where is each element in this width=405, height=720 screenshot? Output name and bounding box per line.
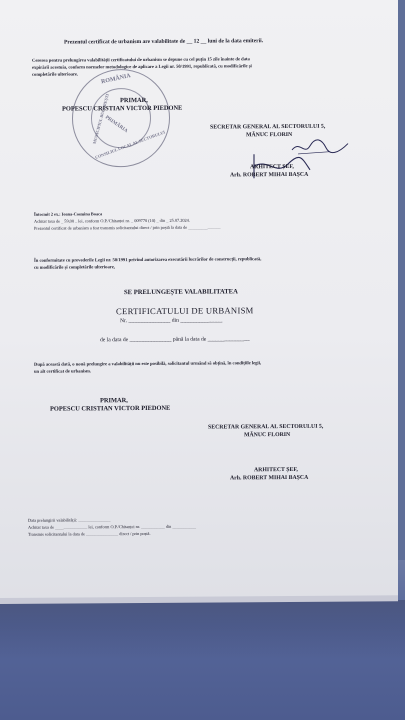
nr-din-line: Nr. _______________ din _______________ (120, 317, 223, 325)
stamp-text-2: PRIMĂRIA (103, 115, 129, 135)
stamp-text-3: MUNICIPIUL BUCUREȘTI (91, 93, 110, 145)
transmis-line: Prezentul certificat de urbanism a fost transmis solicitantului direct / prin poștă la data de _______________ (34, 224, 221, 231)
date-range-line: de la data de _______________ până la data de _______________ (100, 336, 250, 344)
stamp-text-4: CONSILIUL LOCAL AL SECTORULUI (94, 129, 166, 160)
certificat-title: CERTIFICATULUI DE URBANISM (116, 305, 254, 317)
prolongation-para-line-2: expirării acestuia, conform normelor metodologice de aplicare a Legii nr. 50/1991, republicată, cu modificările și (32, 63, 252, 70)
secretar-title-top: SECRETAR GENERAL AL SECTORULUI 5, (210, 123, 326, 131)
footer-line-1: Data prelungirii valabilității: _______________ (28, 517, 111, 523)
intocmit-line: Întocmit 2 ex.: Ioana-Cosmina Boaca (34, 211, 103, 217)
official-stamp-icon (72, 69, 170, 168)
secretar-name-top: MĂNUC FLORIN (246, 131, 293, 139)
footer-line-2: Achitat taxa de _______________ lei, conform O.P./Chitanței nr. ___________ din ___________ (28, 523, 197, 530)
validity-line: Prezentul certificat de urbanism are valabilitate de __ 12 __ luni de la data emiterii. (64, 38, 264, 46)
achitat-line: Achitat taxa de _ 59,00 _ lei, conform O.P./Chitanței nr. _ 009770 (10) _ din _ 25.07.2024. (34, 217, 190, 224)
note-line-2: un alt certificat de urbanism. (34, 368, 92, 374)
secretar-title-bottom: SECRETAR GENERAL AL SECTORULUI 5, (208, 423, 324, 431)
paper-shadow (0, 600, 405, 660)
primar-name-top: POPESCU CRISTIAN VICTOR PIEDONE (62, 104, 183, 113)
footer-line-3: Transmis solicitantului la data de _______________ direct / prin poștă. (28, 530, 151, 537)
conform-line-2: cu modificările și completările ulterioare, (34, 264, 115, 270)
arhitect-title-bottom: ARHITECT ȘEF, (254, 466, 298, 474)
prolongation-para-line-1: Cererea pentru prelungirea valabilității certificatului de urbanism se depune cu cel puțin 15 zile înainte de data (32, 56, 250, 63)
conform-line-1: În conformitate cu prevederile Legii nr. 50/1991 privind autorizarea executării lucrărilor de construcții, republicată, (34, 256, 262, 263)
note-line-1: După această dată, o nouă prelungire a valabilității nu este posibilă, solicitantul urmând să obțină, în condițiile legii, (34, 360, 262, 367)
secretar-name-bottom: MĂNUC FLORIN (244, 431, 291, 439)
arhitect-title-top: ARHITECT ȘEF, (250, 163, 294, 171)
primar-title-top: PRIMAR, (120, 96, 148, 105)
prolongation-para-line-3: completările ulterioare. (32, 71, 79, 77)
prelungire-heading: SE PRELUNGEȘTE VALABILITATEA (124, 288, 238, 297)
arhitect-name-top: Arh. ROBERT MIHAI BAȘCA (230, 171, 309, 179)
primar-name-bottom: POPESCU CRISTIAN VICTOR PIEDONE (50, 404, 171, 413)
primar-title-bottom: PRIMAR, (100, 397, 128, 405)
arhitect-name-bottom: Arh. ROBERT MIHAI BAȘCA (230, 474, 309, 482)
stamp-text-1: ROMÂNIA (100, 73, 132, 86)
